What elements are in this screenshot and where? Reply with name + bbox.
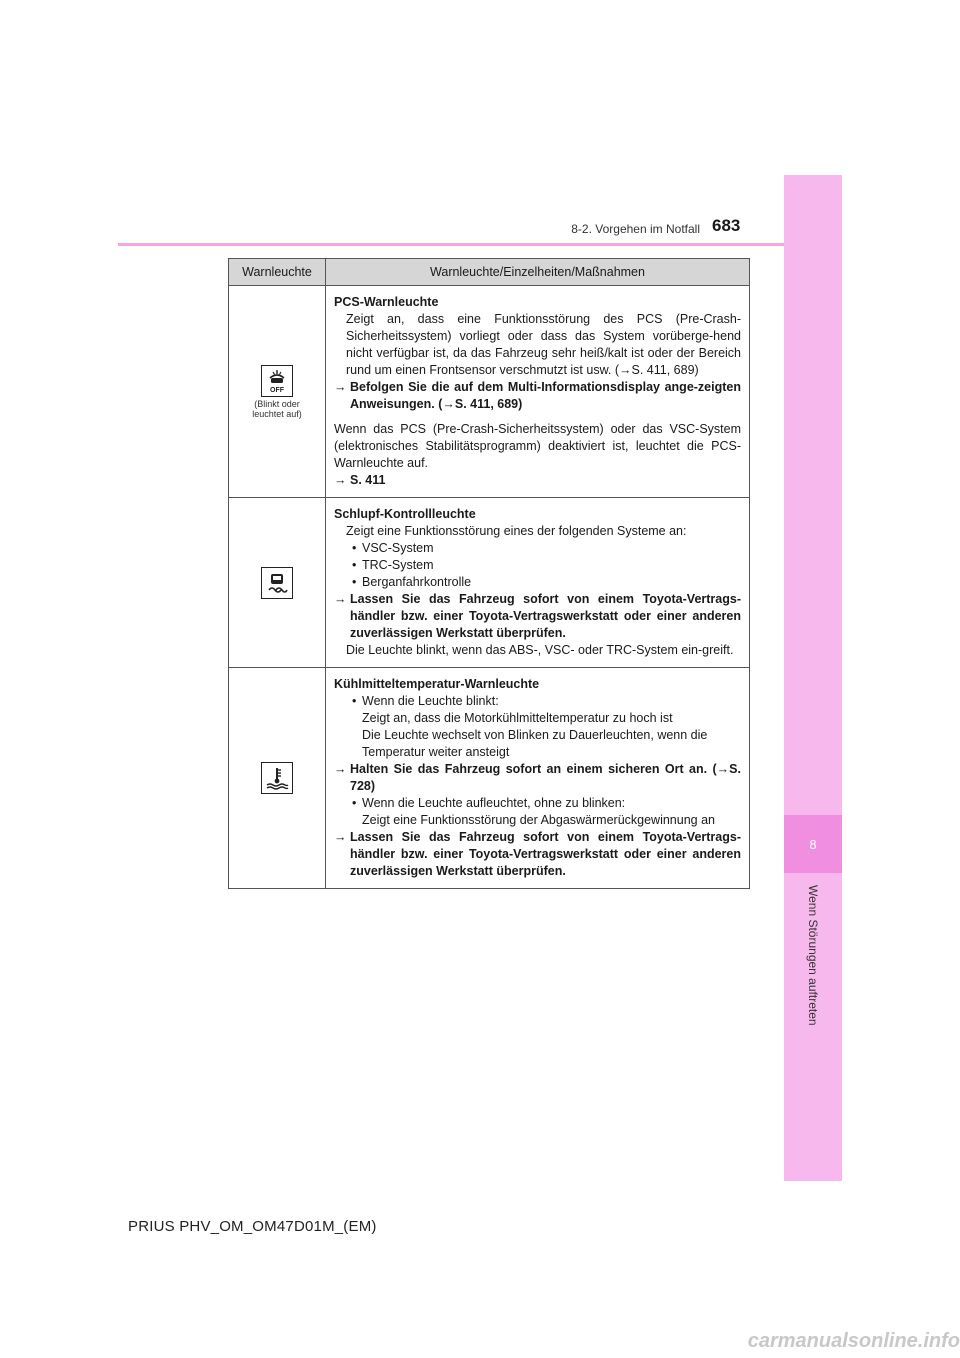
action-line bbox=[334, 379, 741, 413]
action-line bbox=[334, 829, 741, 880]
list-item-text: VSC-System bbox=[362, 541, 434, 555]
action-line bbox=[334, 591, 741, 642]
coolant-temperature-icon bbox=[261, 762, 293, 794]
icon-note-line: leuchtet auf) bbox=[252, 408, 302, 419]
column-header-details: Warnleuchte/Einzelheiten/Maßnahmen bbox=[326, 259, 750, 286]
reference-line bbox=[334, 472, 741, 489]
details-cell bbox=[326, 286, 750, 498]
table-row bbox=[229, 286, 750, 498]
details-cell bbox=[326, 668, 750, 889]
pcs-warning-icon bbox=[261, 365, 293, 397]
action-text: Befolgen Sie die auf dem Multi-Informationsdisplay ange-zeigten Anweisungen. (→S. 411, 689) bbox=[350, 380, 741, 411]
warning-light-table bbox=[228, 258, 750, 889]
list-item: • Wenn die Leuchte blinkt: bbox=[352, 694, 499, 708]
arrow-icon: → bbox=[334, 762, 347, 776]
row-title: Kühlmitteltemperatur-Warnleuchte bbox=[334, 677, 540, 691]
arrow-icon: → bbox=[334, 380, 347, 394]
list-item: • Berganfahrkontrolle bbox=[352, 575, 472, 589]
icon-note bbox=[233, 399, 321, 419]
arrow-icon: → bbox=[334, 592, 347, 606]
arrow-icon: → bbox=[334, 830, 347, 844]
watermark: carmanualsonline.info bbox=[747, 1330, 960, 1352]
row-description: Zeigt an, dass eine Funktionsstörung des PCS (Pre-Crash-Sicherheitssystem) vorliegt oder dass das System vorüberge-hend nicht verfügbar ist, da das Fahrzeug sehr heiß/kalt ist oder der Bereich rund um einen Frontsensor verschmutzt ist usw. (→S. 411, 689) bbox=[346, 312, 741, 377]
case-line: Die Leuchte wechselt von Blinken zu Dauerleuchten, wenn die Temperatur weiter ansteigt bbox=[362, 728, 708, 759]
svg-text:OFF: OFF bbox=[270, 386, 284, 394]
list-item-text: Wenn die Leuchte blinkt: bbox=[362, 694, 499, 708]
document-code: PRIUS PHV_OM_OM47D01M_(EM) bbox=[128, 1218, 377, 1235]
case-line: Zeigt eine Funktionsstörung der Abgaswärmerückgewinnung an bbox=[362, 813, 715, 827]
list-item-text: Wenn die Leuchte aufleuchtet, ohne zu blinken: bbox=[362, 796, 626, 810]
arrow-icon: → bbox=[334, 473, 347, 487]
row-title: PCS-Warnleuchte bbox=[334, 295, 439, 309]
list-item: • TRC-System bbox=[352, 558, 434, 572]
action-text: Lassen Sie das Fahrzeug sofort von einem Toyota-Vertrags-händler bzw. einer Toyota-Vertragswerkstatt oder einer anderen zuverlässigen Werkstatt überprüfen. bbox=[350, 830, 741, 878]
extra-text: Wenn das PCS (Pre-Crash-Sicherheitssystem) oder das VSC-System (elektronisches Stabilitätsprogramm) deaktiviert ist, leuchtet die PCS-Warnleuchte auf. bbox=[334, 422, 741, 470]
slip-indicator-icon bbox=[261, 567, 293, 599]
icon-note-line: (Blinkt oder bbox=[254, 398, 300, 409]
action-line bbox=[334, 761, 741, 795]
row-description: Zeigt eine Funktionsstörung eines der folgenden Systeme an: bbox=[346, 524, 687, 538]
list-item: • VSC-System bbox=[352, 541, 434, 555]
row-note: Die Leuchte blinkt, wenn das ABS-, VSC- oder TRC-System ein-greift. bbox=[346, 643, 734, 657]
icon-cell bbox=[229, 286, 326, 498]
chapter-number: 8 bbox=[784, 815, 842, 873]
action-text: Halten Sie das Fahrzeug sofort an einem sicheren Ort an. (→S. 728) bbox=[350, 762, 741, 793]
case-line: Zeigt an, dass die Motorkühlmitteltemperatur zu hoch ist bbox=[362, 711, 673, 725]
table-row bbox=[229, 668, 750, 889]
section-title: 8-2. Vorgehen im Notfall bbox=[571, 222, 700, 236]
column-header-warning-light: Warnleuchte bbox=[229, 259, 326, 286]
header-divider bbox=[118, 243, 784, 246]
table-row bbox=[229, 498, 750, 668]
icon-cell bbox=[229, 498, 326, 668]
list-item-text: TRC-System bbox=[362, 558, 434, 572]
action-text: Lassen Sie das Fahrzeug sofort von einem Toyota-Vertrags-händler bzw. einer Toyota-Vertragswerkstatt oder einer anderen zuverlässigen Werkstatt überprüfen. bbox=[350, 592, 741, 640]
details-cell bbox=[326, 498, 750, 668]
reference-text: S. 411 bbox=[350, 473, 386, 487]
chapter-title: Wenn Störungen auftreten bbox=[806, 885, 820, 1026]
row-title: Schlupf-Kontrollleuchte bbox=[334, 507, 476, 521]
list-item-text: Berganfahrkontrolle bbox=[362, 575, 472, 589]
page-number: 683 bbox=[712, 216, 741, 235]
icon-cell bbox=[229, 668, 326, 889]
table-header-row bbox=[229, 259, 750, 286]
list-item: • Wenn die Leuchte aufleuchtet, ohne zu blinken: bbox=[352, 796, 626, 810]
